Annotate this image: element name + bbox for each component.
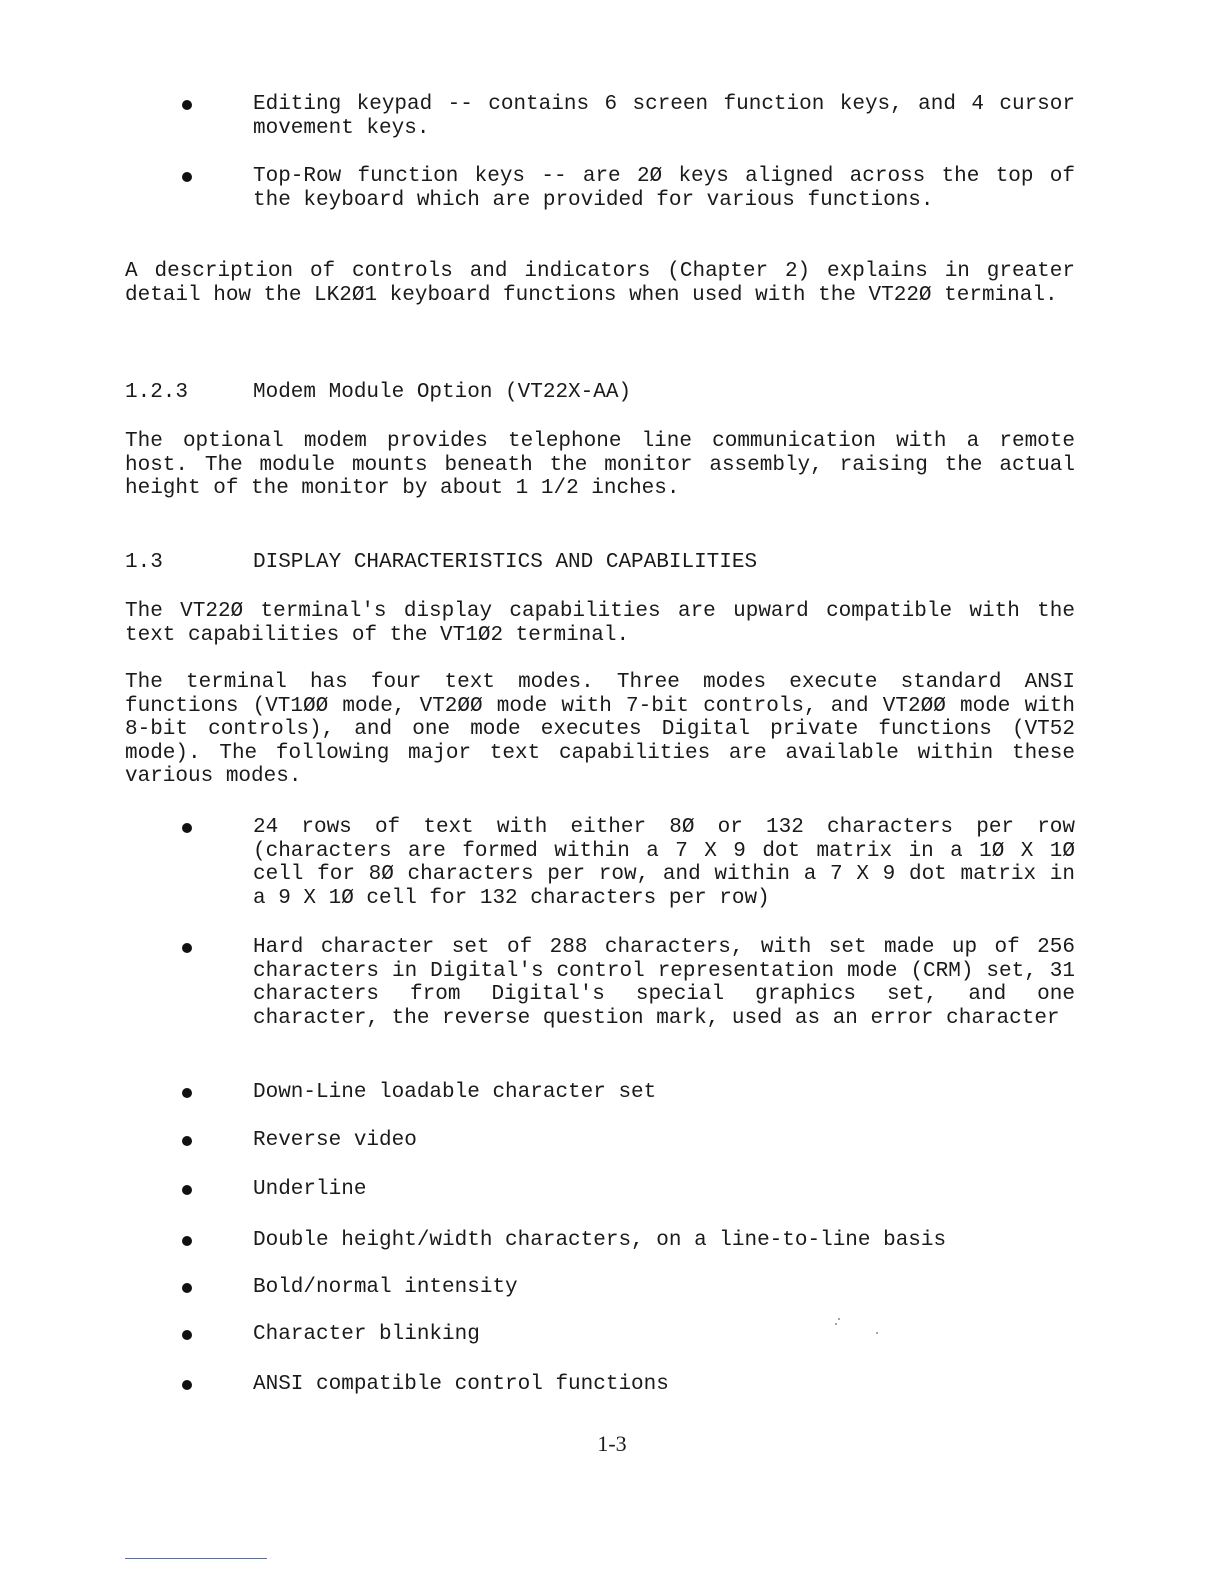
bullet-text: Reverse video: [253, 1129, 417, 1152]
scan-speck: [876, 1332, 878, 1334]
bullet-text: ANSI compatible control functions: [253, 1373, 669, 1396]
section-number: 1.3: [125, 551, 163, 574]
section-number: 1.2.3: [125, 381, 189, 404]
bullet-dot-icon: [182, 1236, 192, 1246]
bullet-dot-icon: [182, 1283, 192, 1293]
bullet-dot-icon: [182, 943, 192, 953]
scan-speck: [838, 1318, 840, 1320]
bullet-text: Character blinking: [253, 1323, 480, 1346]
bullet-dot-icon: [182, 100, 192, 110]
paragraph-text-modes: The terminal has four text modes. Three modes execute standard ANSI functions (VT1ØØ mode, VT2ØØ mode with 7-bit controls, and VT2ØØ mode with 8-bit controls), and one mode executes Digital private functions (VT52 mode). The following major text capabilities are available within these various modes.: [125, 671, 1075, 788]
scan-speck: [835, 1323, 837, 1325]
bullet-text: Double height/width characters, on a line-to-line basis: [253, 1229, 947, 1252]
bullet-dot-icon: [182, 1136, 192, 1146]
bullet-text: Top-Row function keys -- are 2Ø keys aligned across the top of the keyboard which are provided for various functions.: [253, 165, 1075, 212]
paragraph-display-compatibility: The VT22Ø terminal's display capabilities are upward compatible with the text capabilities of the VT1Ø2 terminal.: [125, 600, 1075, 647]
bullet-dot-icon: [182, 1380, 192, 1390]
bullet-dot-icon: [182, 172, 192, 182]
bullet-dot-icon: [182, 1088, 192, 1098]
bullet-text: Editing keypad -- contains 6 screen function keys, and 4 cursor movement keys.: [253, 93, 1075, 140]
bullet-text: Bold/normal intensity: [253, 1276, 518, 1299]
page-number: 1-3: [597, 1431, 627, 1456]
bullet-text: Down-Line loadable character set: [253, 1081, 657, 1104]
paragraph-modem: The optional modem provides telephone line communication with a remote host. The module mounts beneath the monitor assembly, raising the actual height of the monitor by about 1 1/2 inches.: [125, 430, 1075, 500]
footnote-rule: [125, 1558, 267, 1559]
bullet-text: Underline: [253, 1178, 367, 1201]
section-title: DISPLAY CHARACTERISTICS AND CAPABILITIES: [253, 551, 758, 574]
bullet-dot-icon: [182, 823, 192, 833]
paragraph-controls-description: A description of controls and indicators (Chapter 2) explains in greater detail how the LK2Ø1 keyboard functions when used with the VT22Ø terminal.: [125, 260, 1075, 307]
bullet-dot-icon: [182, 1185, 192, 1195]
bullet-text: Hard character set of 288 characters, with set made up of 256 characters in Digital's control representation mode (CRM) set, 31 characters from Digital's special graphics set, and one character, the reverse question mark, used as an error character: [253, 936, 1075, 1030]
bullet-text: 24 rows of text with either 8Ø or 132 characters per row (characters are formed within a 7 X 9 dot matrix in a 1Ø X 1Ø cell for 8Ø characters per row, and within a 7 X 9 dot matrix in a 9 X 1Ø cell for 132 characters per row): [253, 816, 1075, 910]
section-title: Modem Module Option (VT22X-AA): [253, 381, 632, 404]
bullet-dot-icon: [182, 1330, 192, 1340]
